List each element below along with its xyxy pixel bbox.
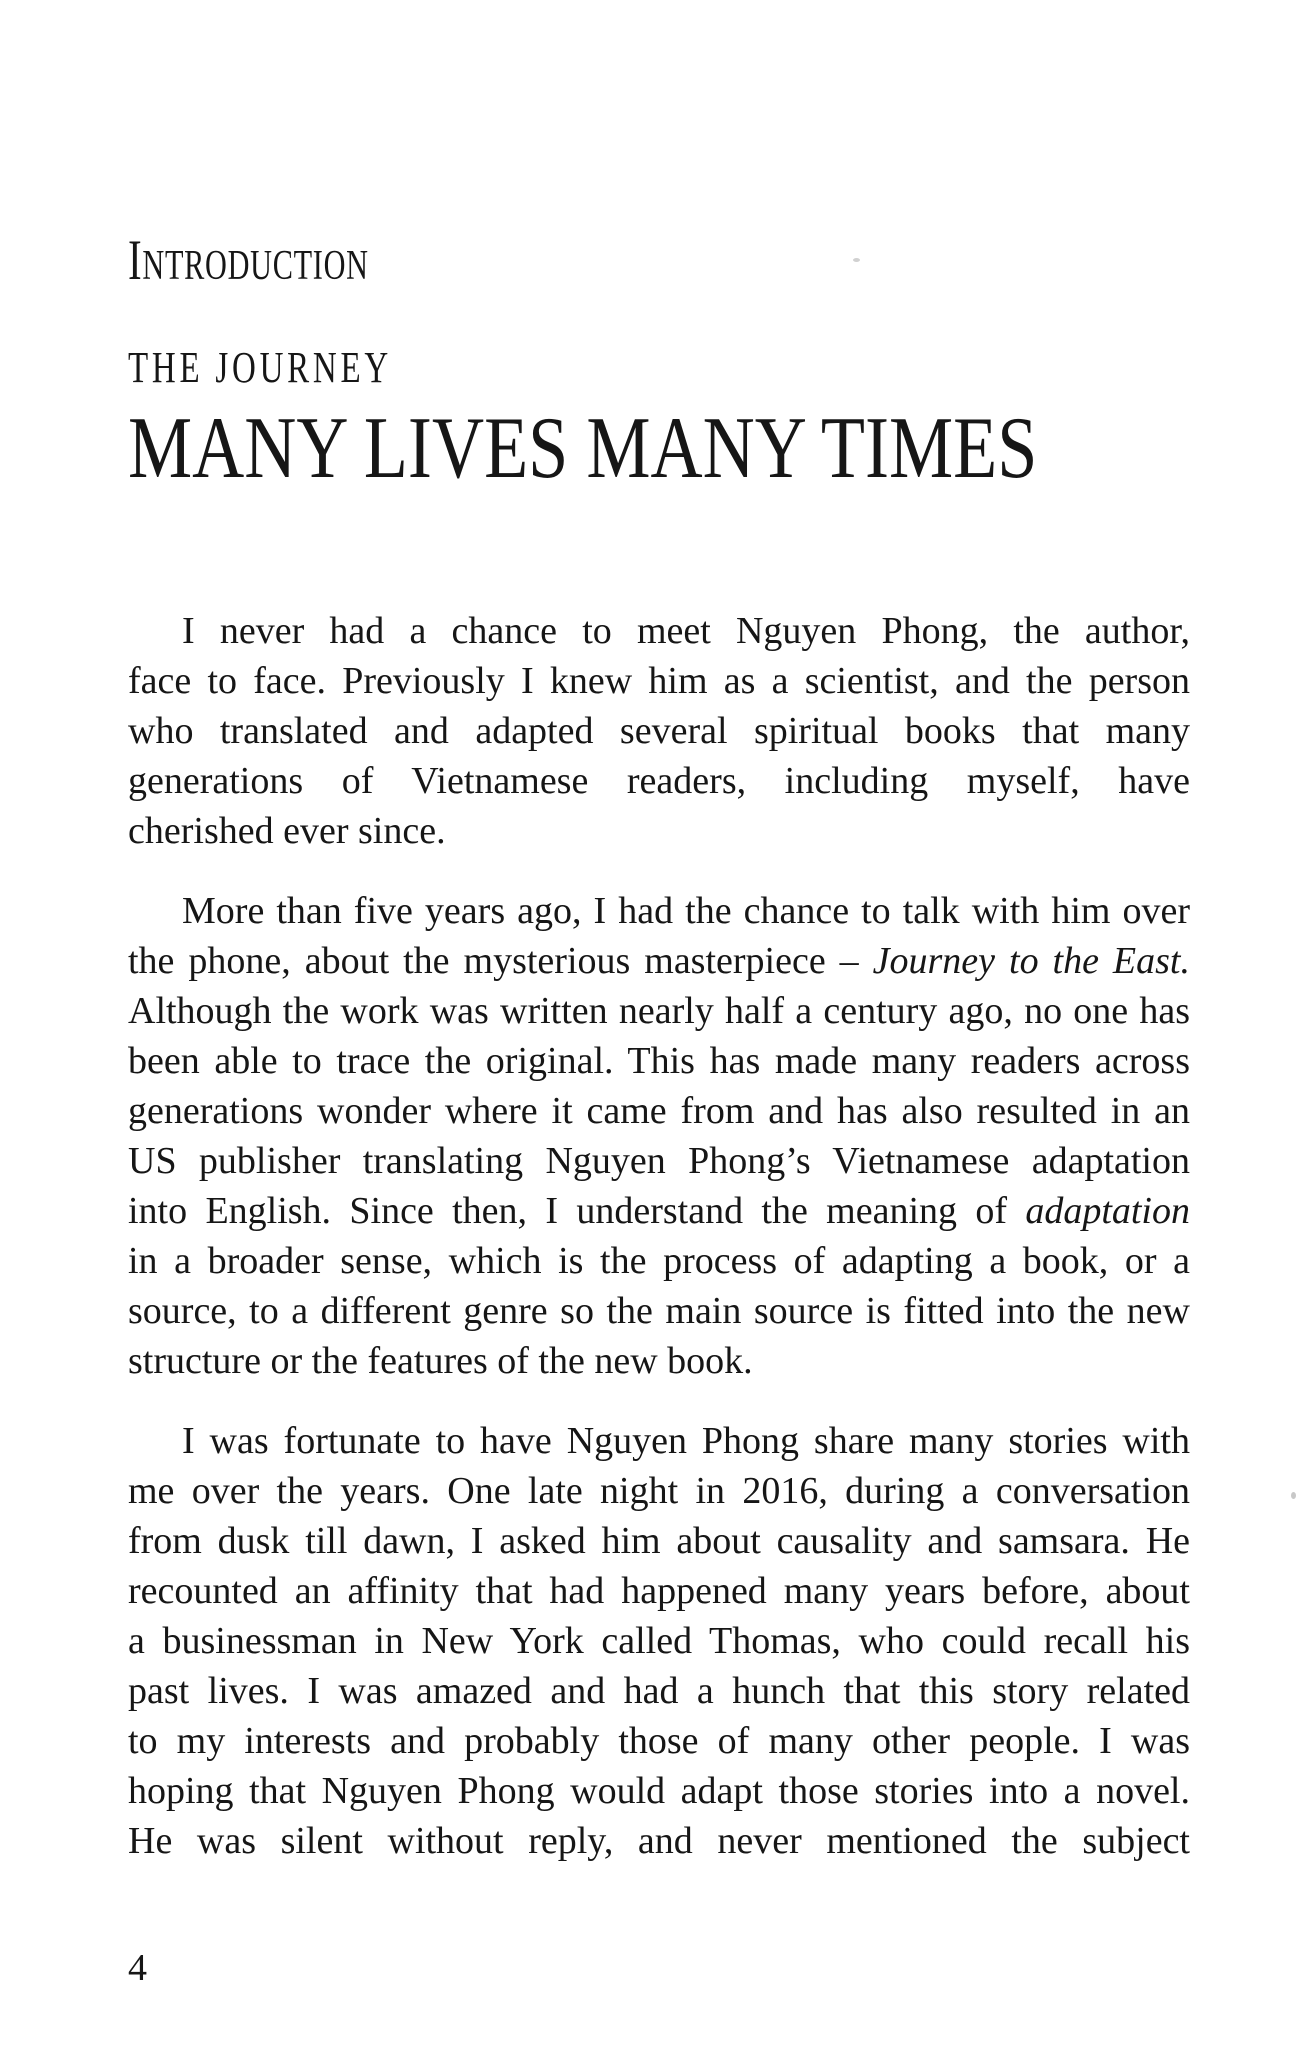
text-line: who translated and adapted several spiritual books that many	[128, 710, 1190, 752]
text-line: to my interests and probably those of many other people. I was	[128, 1720, 1190, 1762]
paragraph	[128, 606, 1190, 856]
text-line: been able to trace the original. This has made many readers across	[128, 1040, 1190, 1082]
page-number: 4	[128, 1947, 147, 1989]
text-line: the phone, about the mysterious masterpiece – Journey to the East.	[128, 940, 1190, 982]
text-line: generations of Vietnamese readers, including myself, have	[128, 760, 1190, 802]
text-line: in a broader sense, which is the process of adapting a book, or a	[128, 1240, 1190, 1282]
text-line: hoping that Nguyen Phong would adapt those stories into a novel.	[128, 1770, 1190, 1812]
text-line: from dusk till dawn, I asked him about causality and samsara. He	[128, 1520, 1190, 1562]
text-line: recounted an affinity that had happened many years before, about	[128, 1570, 1190, 1612]
paragraph	[128, 886, 1190, 1386]
text-line: structure or the features of the new book.	[128, 1340, 753, 1382]
text-line: US publisher translating Nguyen Phong’s Vietnamese adaptation	[128, 1140, 1190, 1182]
text-line: He was silent without reply, and never mentioned the subject	[128, 1820, 1190, 1862]
text-line: I was fortunate to have Nguyen Phong share many stories with	[182, 1420, 1190, 1462]
scan-artifact	[853, 258, 860, 262]
book-title: MANY LIVES MANY TIMES	[128, 400, 1038, 497]
text-line: me over the years. One late night in 2016, during a conversation	[128, 1470, 1190, 1512]
text-line: More than five years ago, I had the chance to talk with him over	[182, 890, 1190, 932]
text-line: face to face. Previously I knew him as a scientist, and the person	[128, 660, 1190, 702]
text-line: cherished ever since.	[128, 810, 446, 852]
text-line: I never had a chance to meet Nguyen Phong, the author,	[182, 610, 1190, 652]
text-line: Although the work was written nearly half a century ago, no one has	[128, 990, 1190, 1032]
text-line: generations wonder where it came from and has also resulted in an	[128, 1090, 1190, 1132]
scan-artifact	[1291, 1492, 1296, 1499]
text-line: a businessman in New York called Thomas, who could recall his	[128, 1620, 1190, 1662]
book-subtitle: THE JOURNEY	[128, 343, 392, 392]
text-line: past lives. I was amazed and had a hunch that this story related	[128, 1670, 1190, 1712]
text-line: into English. Since then, I understand the meaning of adaptation	[128, 1190, 1190, 1232]
chapter-kicker: INTRODUCTION	[128, 229, 369, 292]
paragraph	[128, 1416, 1190, 1866]
body-text	[128, 606, 1190, 1866]
text-line: source, to a different genre so the main source is fitted into the new	[128, 1290, 1190, 1332]
